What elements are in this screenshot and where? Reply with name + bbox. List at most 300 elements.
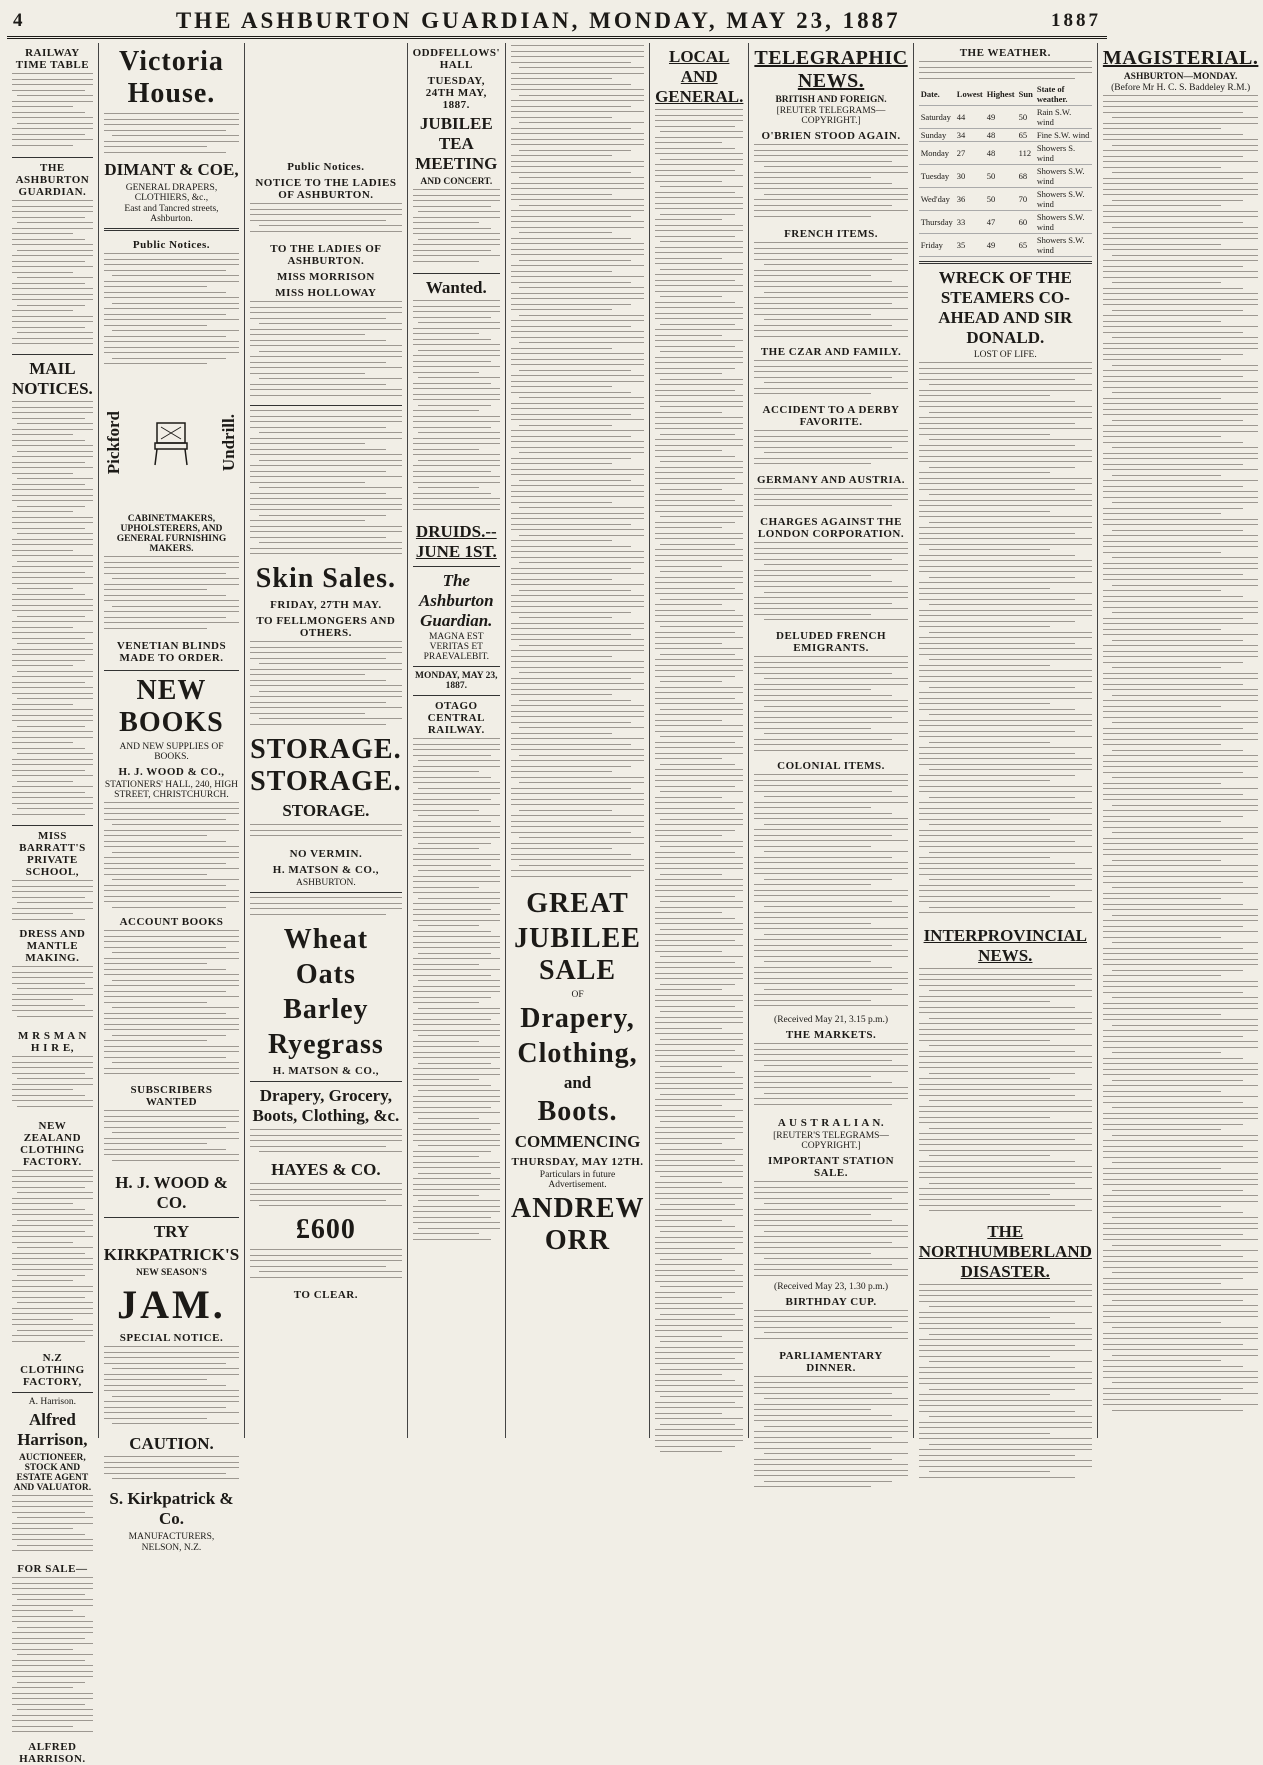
text-line bbox=[754, 901, 892, 902]
text-line bbox=[12, 1198, 93, 1199]
text-line bbox=[655, 676, 734, 677]
text-line bbox=[12, 1291, 93, 1292]
account-books: ACCOUNT BOOKS bbox=[119, 916, 224, 928]
text-line bbox=[1103, 1140, 1258, 1141]
text-line bbox=[12, 1341, 85, 1342]
text-line bbox=[413, 1002, 479, 1003]
text-line bbox=[104, 1138, 239, 1139]
text-line bbox=[655, 907, 743, 908]
text-line bbox=[12, 1577, 93, 1578]
text-line bbox=[12, 649, 93, 650]
text-line bbox=[1103, 1008, 1258, 1009]
text-line bbox=[660, 516, 743, 517]
newspaper-page bbox=[7, 6, 1259, 1765]
text-line bbox=[1103, 486, 1243, 487]
text-line bbox=[1103, 1360, 1221, 1361]
text-line bbox=[1103, 843, 1258, 844]
text-line bbox=[660, 159, 743, 160]
weather-row bbox=[919, 106, 1092, 129]
text-line bbox=[919, 1056, 1092, 1057]
text-line bbox=[250, 443, 365, 444]
text-line bbox=[655, 1380, 734, 1381]
text-line bbox=[250, 384, 386, 385]
text-line bbox=[413, 1151, 492, 1152]
text-line bbox=[12, 495, 93, 496]
text-line bbox=[929, 494, 1092, 495]
text-line bbox=[104, 1121, 239, 1122]
text-line bbox=[754, 912, 907, 913]
text-line bbox=[1103, 370, 1258, 371]
text-line bbox=[1112, 502, 1258, 503]
text-line bbox=[754, 1076, 871, 1077]
text-line bbox=[12, 676, 93, 677]
text-line bbox=[1103, 403, 1258, 404]
text-line bbox=[929, 1128, 1092, 1129]
text-line bbox=[919, 1411, 1075, 1412]
text-line bbox=[919, 450, 1092, 451]
text-line bbox=[754, 458, 907, 459]
dress-heading: DRESS AND MANTLE MAKING. bbox=[19, 928, 86, 964]
text-line bbox=[511, 238, 631, 239]
skin-text bbox=[250, 641, 401, 731]
text-line bbox=[519, 535, 644, 536]
text-line bbox=[919, 1062, 1092, 1063]
text-line bbox=[754, 553, 907, 554]
text-line bbox=[250, 334, 365, 335]
text-line bbox=[12, 1693, 93, 1694]
text-line bbox=[250, 1200, 386, 1201]
text-line bbox=[511, 628, 644, 629]
text-line bbox=[764, 1231, 908, 1232]
text-line bbox=[1103, 926, 1243, 927]
text-line bbox=[17, 222, 93, 223]
text-line bbox=[655, 1099, 743, 1100]
text-line bbox=[919, 692, 1092, 693]
text-line bbox=[919, 802, 1092, 803]
text-line bbox=[413, 1030, 500, 1031]
text-line bbox=[511, 144, 644, 145]
text-line bbox=[413, 914, 500, 915]
text-line bbox=[104, 1143, 207, 1144]
text-line bbox=[1103, 1030, 1258, 1031]
text-line bbox=[511, 364, 644, 365]
text-line bbox=[919, 1166, 1092, 1167]
text-line bbox=[12, 1704, 85, 1705]
text-line bbox=[1103, 205, 1221, 206]
text-line bbox=[12, 517, 93, 518]
text-line bbox=[1112, 722, 1258, 723]
morrison-text bbox=[250, 410, 401, 560]
text-line bbox=[919, 582, 1092, 583]
text-line bbox=[413, 1206, 500, 1207]
text-line bbox=[511, 161, 644, 162]
text-line bbox=[418, 405, 491, 406]
text-line bbox=[660, 1066, 722, 1067]
text-line bbox=[655, 164, 743, 165]
text-line bbox=[929, 1100, 1092, 1101]
text-line bbox=[655, 852, 734, 853]
text-line bbox=[655, 725, 743, 726]
notice-text bbox=[250, 203, 401, 239]
text-line bbox=[12, 1671, 93, 1672]
text-line bbox=[655, 665, 743, 666]
text-line bbox=[511, 606, 644, 607]
text-line bbox=[112, 1160, 239, 1161]
text-line bbox=[754, 603, 892, 604]
kirkpatrick: KIRKPATRICK'S bbox=[103, 1245, 240, 1264]
text-line bbox=[12, 1324, 93, 1325]
text-line bbox=[660, 186, 743, 187]
text-line bbox=[12, 1643, 93, 1644]
text-line bbox=[511, 551, 644, 552]
text-line bbox=[655, 1127, 743, 1128]
text-line bbox=[1112, 667, 1221, 668]
text-line bbox=[1103, 1058, 1243, 1059]
text-line bbox=[112, 1478, 239, 1479]
text-line bbox=[1103, 211, 1258, 212]
text-line bbox=[1103, 816, 1243, 817]
text-line bbox=[1112, 640, 1243, 641]
text-line bbox=[754, 597, 907, 598]
text-line bbox=[655, 109, 743, 110]
text-line bbox=[413, 394, 500, 395]
text-line bbox=[104, 969, 226, 970]
weather-cell: 44 bbox=[955, 106, 985, 129]
lost-life: LOST OF LIFE. bbox=[973, 350, 1037, 360]
text-line bbox=[754, 172, 907, 173]
text-line bbox=[919, 1383, 1092, 1384]
text-line bbox=[919, 791, 1092, 792]
text-line bbox=[660, 1369, 743, 1370]
divider bbox=[12, 1392, 93, 1393]
text-line bbox=[250, 641, 401, 642]
text-line bbox=[413, 1195, 479, 1196]
text-line bbox=[104, 281, 239, 282]
text-line bbox=[1103, 1195, 1258, 1196]
divider bbox=[413, 695, 500, 696]
text-line bbox=[112, 852, 239, 853]
text-line bbox=[112, 358, 226, 359]
text-line bbox=[413, 1024, 500, 1025]
masthead bbox=[7, 6, 1107, 39]
text-line bbox=[754, 1321, 907, 1322]
text-line bbox=[104, 974, 239, 975]
text-line bbox=[112, 1423, 239, 1424]
text-line bbox=[104, 941, 239, 942]
text-line bbox=[413, 222, 479, 223]
text-line bbox=[1103, 1228, 1258, 1229]
text-line bbox=[754, 1448, 871, 1449]
text-line bbox=[655, 769, 743, 770]
text-line bbox=[754, 216, 871, 217]
caution: CAUTION. bbox=[129, 1434, 214, 1453]
text-line bbox=[1103, 222, 1243, 223]
weather-header: Lowest bbox=[955, 83, 985, 106]
text-line bbox=[1103, 1085, 1258, 1086]
text-line bbox=[259, 1271, 401, 1272]
text-line bbox=[1103, 1294, 1258, 1295]
hjwood-sub: STATIONERS' HALL, 240, HIGH STREET, CHRISTCHURCH. bbox=[104, 780, 239, 800]
text-line bbox=[12, 134, 85, 135]
text-line bbox=[418, 1090, 500, 1091]
text-line bbox=[104, 611, 239, 612]
jam: JAM. bbox=[117, 1282, 226, 1327]
weather-cell: 36 bbox=[955, 188, 985, 211]
text-line bbox=[919, 461, 1092, 462]
text-line bbox=[250, 476, 401, 477]
amount: £600 bbox=[295, 1214, 356, 1245]
text-line bbox=[919, 610, 1092, 611]
text-line bbox=[754, 945, 892, 946]
text-line bbox=[754, 1049, 907, 1050]
text-line bbox=[1103, 134, 1243, 135]
text-line bbox=[413, 799, 492, 800]
text-line bbox=[655, 549, 743, 550]
text-line bbox=[12, 803, 93, 804]
text-line bbox=[511, 375, 644, 376]
weather-cell: 68 bbox=[1017, 165, 1035, 188]
text-line bbox=[104, 890, 239, 891]
columns bbox=[7, 43, 1259, 1765]
text-line bbox=[104, 567, 239, 568]
text-line bbox=[250, 465, 401, 466]
text-line bbox=[104, 336, 226, 337]
text-line bbox=[12, 1638, 85, 1639]
text-line bbox=[764, 1093, 908, 1094]
text-line bbox=[764, 851, 908, 852]
text-line bbox=[754, 846, 871, 847]
text-line bbox=[1112, 1162, 1258, 1163]
text-line bbox=[919, 885, 1075, 886]
text-line bbox=[919, 654, 1092, 655]
text-line bbox=[764, 796, 908, 797]
text-line bbox=[413, 1129, 492, 1130]
text-line bbox=[655, 340, 743, 341]
text-line bbox=[660, 1204, 734, 1205]
text-line bbox=[1103, 359, 1221, 360]
text-line bbox=[413, 931, 492, 932]
text-line bbox=[12, 310, 73, 311]
text-line bbox=[1112, 1217, 1258, 1218]
text-line bbox=[919, 379, 1075, 380]
obrien: O'BRIEN STOOD AGAIN. bbox=[761, 130, 901, 142]
weather-cell: 48 bbox=[985, 142, 1017, 165]
deluded-text bbox=[754, 656, 907, 756]
text-line bbox=[12, 1100, 93, 1101]
text-line bbox=[919, 1007, 1075, 1008]
text-line bbox=[655, 1209, 743, 1210]
text-line bbox=[1103, 1157, 1258, 1158]
text-line bbox=[919, 1067, 1092, 1068]
text-line bbox=[1103, 497, 1258, 498]
text-line bbox=[1103, 1234, 1243, 1235]
text-line bbox=[919, 901, 1092, 902]
text-line bbox=[250, 652, 401, 653]
text-line bbox=[413, 766, 500, 767]
text-line bbox=[259, 378, 401, 379]
text-line bbox=[1112, 557, 1258, 558]
text-line bbox=[764, 1398, 908, 1399]
weather-header: State of weather. bbox=[1035, 83, 1092, 106]
text-line bbox=[511, 458, 631, 459]
divider bbox=[12, 825, 93, 826]
text-line bbox=[104, 146, 207, 147]
text-line bbox=[655, 1237, 743, 1238]
text-line bbox=[754, 441, 907, 442]
weather-header: Sun bbox=[1017, 83, 1035, 106]
text-line bbox=[754, 862, 907, 863]
andrew-orr: ANDREW ORR bbox=[511, 1193, 645, 1256]
text-line bbox=[104, 1412, 239, 1413]
text-line bbox=[1103, 755, 1258, 756]
text-line bbox=[655, 1171, 743, 1172]
tuesday: TUESDAY, 24TH MAY, 1887. bbox=[425, 75, 487, 111]
text-line bbox=[413, 189, 500, 190]
text-line bbox=[12, 429, 93, 430]
text-line bbox=[764, 592, 908, 593]
text-line bbox=[511, 485, 644, 486]
text-line bbox=[754, 1382, 907, 1383]
text-line bbox=[413, 1189, 500, 1190]
text-line bbox=[655, 1347, 743, 1348]
text-line bbox=[660, 599, 743, 600]
divider bbox=[250, 405, 401, 406]
text-line bbox=[764, 1065, 908, 1066]
text-line bbox=[413, 471, 492, 472]
text-line bbox=[1103, 744, 1221, 745]
cabinet-text bbox=[104, 556, 239, 636]
text-line bbox=[1103, 189, 1258, 190]
text-line bbox=[413, 997, 492, 998]
text-line bbox=[413, 493, 492, 494]
text-line bbox=[413, 865, 492, 866]
text-line bbox=[511, 694, 612, 695]
text-line bbox=[919, 1394, 1051, 1395]
text-line bbox=[919, 996, 1092, 997]
text-line bbox=[519, 645, 644, 646]
text-line bbox=[17, 781, 74, 782]
barley: Barley bbox=[283, 994, 369, 1025]
text-line bbox=[104, 846, 239, 847]
text-line bbox=[104, 556, 239, 557]
text-line bbox=[413, 903, 500, 904]
text-line bbox=[1112, 172, 1258, 173]
text-line bbox=[12, 1583, 93, 1584]
text-line bbox=[511, 584, 644, 585]
text-line bbox=[12, 983, 85, 984]
text-line bbox=[1103, 343, 1258, 344]
ashburton-monday: ASHBURTON—MONDAY. bbox=[1123, 72, 1238, 82]
guardian-motto: MAGNA EST VERITAS ET PRAEVALEBIT. bbox=[423, 632, 489, 662]
text-line bbox=[250, 707, 401, 708]
text-line bbox=[1103, 183, 1258, 184]
text-line bbox=[17, 1545, 93, 1546]
text-line bbox=[104, 622, 239, 623]
text-line bbox=[660, 351, 743, 352]
text-line bbox=[655, 148, 734, 149]
text-line bbox=[655, 395, 743, 396]
public-notices-2: Public Notices. bbox=[287, 161, 365, 173]
text-line bbox=[259, 515, 386, 516]
text-line bbox=[754, 1338, 907, 1339]
text-line bbox=[1103, 321, 1221, 322]
column-7 bbox=[914, 43, 1098, 1438]
text-line bbox=[754, 1409, 871, 1410]
text-line bbox=[12, 731, 93, 732]
text-line bbox=[413, 217, 500, 218]
paper-heading: THE ASHBURTON GUARDIAN. bbox=[15, 162, 90, 198]
text-line bbox=[1103, 629, 1221, 630]
text-line bbox=[413, 887, 479, 888]
text-line bbox=[12, 500, 93, 501]
text-line bbox=[929, 577, 1074, 578]
text-line bbox=[1103, 1124, 1243, 1125]
text-line bbox=[655, 472, 743, 473]
friday: FRIDAY, 27TH MAY. bbox=[270, 599, 382, 611]
text-line bbox=[12, 1726, 73, 1727]
text-line bbox=[250, 356, 401, 357]
text-line bbox=[104, 835, 207, 836]
text-line bbox=[1103, 1014, 1221, 1015]
text-line bbox=[511, 848, 612, 849]
column-3 bbox=[245, 43, 407, 1438]
text-line bbox=[413, 344, 500, 345]
text-line bbox=[259, 460, 401, 461]
text-line bbox=[511, 166, 644, 167]
text-line bbox=[250, 220, 386, 221]
text-line bbox=[655, 1154, 743, 1155]
text-line bbox=[17, 1709, 93, 1710]
text-line bbox=[250, 531, 401, 532]
weather-cell: 48 bbox=[985, 129, 1017, 142]
text-line bbox=[1103, 95, 1258, 96]
text-line bbox=[104, 352, 239, 353]
text-line bbox=[12, 261, 85, 262]
text-line bbox=[511, 650, 644, 651]
text-line bbox=[1103, 684, 1243, 685]
text-line bbox=[919, 1323, 1075, 1324]
text-line bbox=[418, 980, 500, 981]
text-line bbox=[754, 818, 907, 819]
text-line bbox=[418, 898, 500, 899]
text-line bbox=[655, 263, 743, 264]
text-line bbox=[929, 1073, 1074, 1074]
text-line bbox=[754, 939, 907, 940]
newspaper-title: THE ASHBURTON GUARDIAN, MONDAY, MAY 23, 1887 bbox=[175, 8, 901, 33]
text-line bbox=[1112, 530, 1243, 531]
magisterial-text bbox=[1103, 95, 1258, 1415]
text-line bbox=[12, 797, 93, 798]
text-line bbox=[919, 1078, 1051, 1079]
harrison-text bbox=[12, 1495, 93, 1559]
text-line bbox=[250, 1266, 386, 1267]
text-line bbox=[511, 348, 612, 349]
notice-ladies: NOTICE TO THE LADIES OF ASHBURTON. bbox=[255, 177, 397, 201]
text-line bbox=[655, 780, 743, 781]
text-line bbox=[754, 667, 907, 668]
text-line bbox=[17, 1192, 93, 1193]
text-line bbox=[1112, 1410, 1243, 1411]
text-line bbox=[929, 549, 1050, 550]
text-line bbox=[413, 504, 500, 505]
text-line bbox=[511, 870, 644, 871]
text-line bbox=[919, 643, 1075, 644]
text-line bbox=[754, 1214, 871, 1215]
text-line bbox=[929, 1306, 1092, 1307]
text-line bbox=[1103, 909, 1258, 910]
weather-cell: Sunday bbox=[919, 129, 955, 142]
text-line bbox=[919, 1378, 1092, 1379]
